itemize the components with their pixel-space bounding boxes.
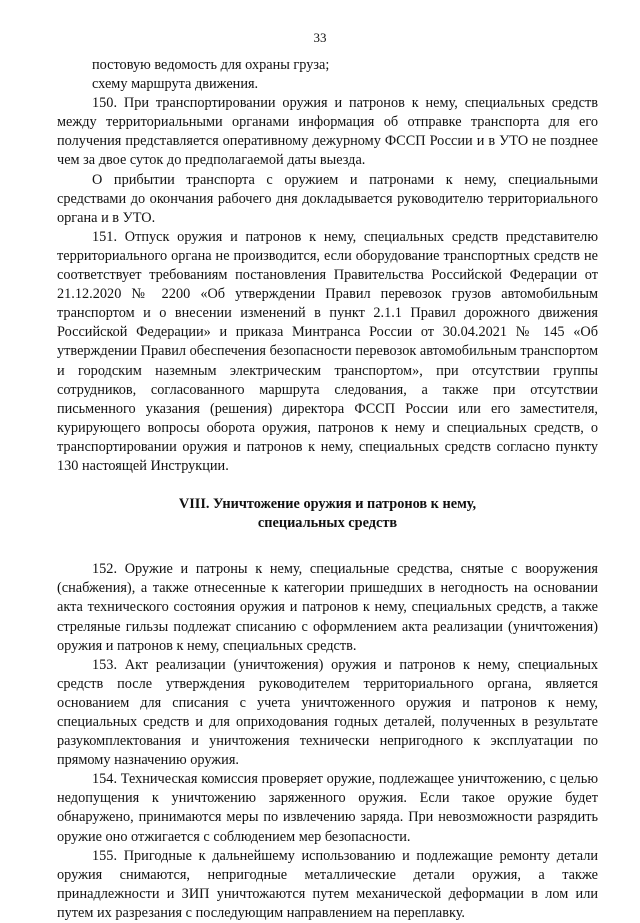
paragraph-guard-sheet: постовую ведомость для охраны груза; <box>92 57 330 73</box>
paragraph-151: 151. Отпуск оружия и патронов к нему, специальных средств представителю территориального органа не производится, если оборудование транспортных средств не соответствует требованиям постановления Правительства Российской Федерации от 21.12.2020 № 2200 «Об утверждении Правил перевозок грузов автомобильным транспортом и о внесении изменений в пункт 2.1.1 Правил дорожного движения Российской Федерации» и приказа Минтранса России от 30.04.2021 № 145 «Об утверждении Правил обеспечения безопасности перевозок автомобильным транспортом и городским наземным электрическим транспортом», при отсутствии группы сотрудников, согласованного маршрута следования, а также при отсутствии письменного указания (решения) директора ФССП России или его заместителя, курирующего вопросы оборота оружия, патронов к нему и специальных средств, о транспортировании оружия и патронов к нему, специальных средств согласно пункту 130 настоящей Инструкции. <box>57 228 598 474</box>
section-heading-line2: специальных средств <box>257 515 398 532</box>
paragraph-153: 153. Акт реализации (уничтожения) оружия и патронов к нему, специальных средств после утверждения руководителем территориального органа, является основанием для списания с учета уничтоженного оружия и патронов к нему, специальных средств и для оприходования годных деталей, полученных в результате разукомплектования и уничтожения технически непригодного к эксплуатации по прямому назначению оружия. <box>57 656 598 769</box>
paragraph-154: 154. Техническая комиссия проверяет оружие, подлежащее уничтожению, с целью недопущения к уничтожению заряженного оружия. Если такое оружие будет обнаружено, принимаются меры по извлечению заряда. При невозможности разрядить оружие оно отжигается с соблюдением мер безопасности. <box>57 771 598 845</box>
paragraph-152: 152. Оружие и патроны к нему, специальные средства, снятые с вооружения (снабжения), а также отнесенные к категории пришедших в негодность на основании акта технического состояния оружия и патронов к нему, специальных средств, а также стреляные гильзы подлежат списанию с оформлением акта реализации (уничтожения) оружия и патронов к нему, специальных средств. <box>57 561 598 654</box>
paragraph-150: 150. При транспортировании оружия и патронов к нему, специальных средств между территориальными органами информация об отправке транспорта для его получения представляется оперативному дежурному ФССП России и в УТО не позднее чем за двое суток до предполагаемой даты выезда. <box>57 95 598 169</box>
document-body <box>57 56 598 923</box>
paragraph-route-scheme: схему маршрута движения. <box>92 76 259 93</box>
section-heading-line1: VIII. Уничтожение оружия и патронов к нему, <box>178 496 477 513</box>
paragraph-arrival-report: О прибытии транспорта с оружием и патронами к нему, специальными средствами до окончания рабочего дня докладывается руководителю территориального органа и в УТО. <box>57 171 598 226</box>
section-heading <box>57 495 598 533</box>
paragraph-155: 155. Пригодные к дальнейшему использованию и подлежащие ремонту детали оружия снимаются, непригодные металлические детали оружия, а также принадлежности и ЗИП уничтожаются путем механической деформации в лом или путем их разрезания с последующим направлением на переплавку. <box>57 847 598 921</box>
page-number: 33 <box>313 30 327 45</box>
